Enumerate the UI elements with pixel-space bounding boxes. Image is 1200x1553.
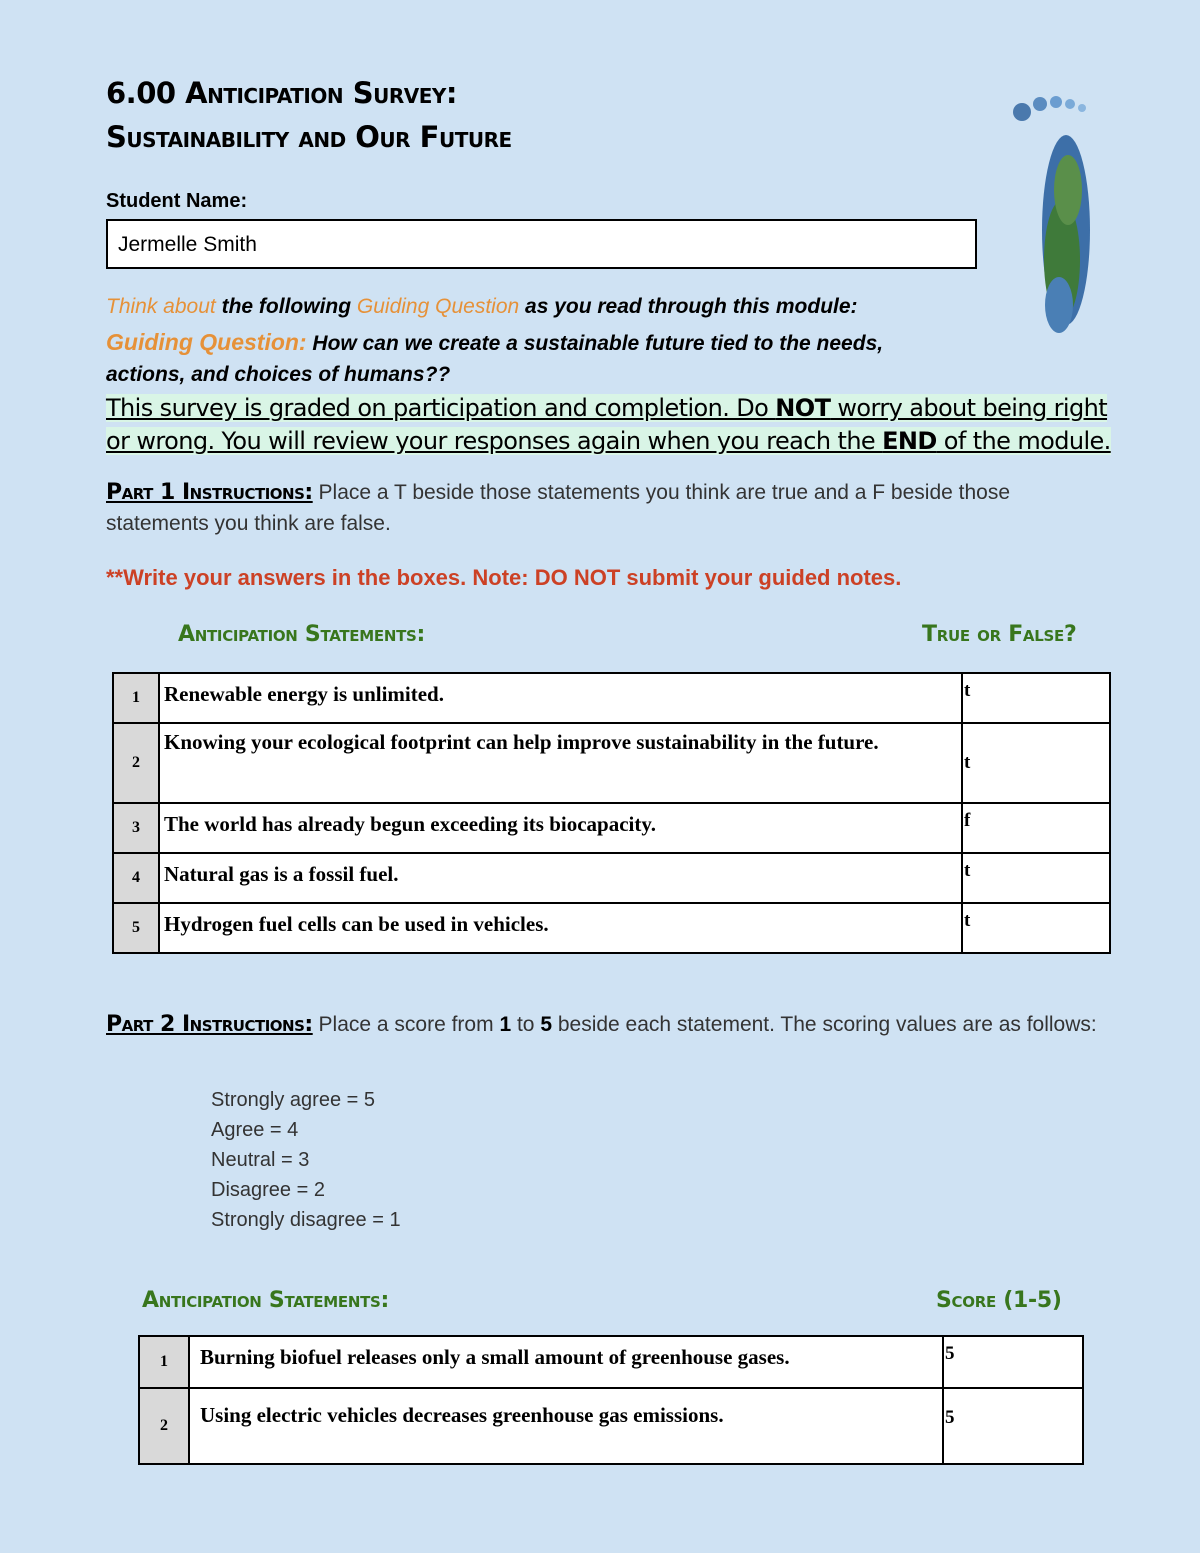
row-number: 2 <box>139 1388 189 1464</box>
page-title: 6.00 Anticipation Survey: <box>106 76 457 110</box>
row-number: 2 <box>113 723 159 803</box>
answer-cell[interactable]: t <box>962 723 1110 803</box>
answer-cell[interactable]: t <box>962 673 1110 723</box>
row-number: 1 <box>139 1336 189 1388</box>
table-row <box>113 803 1110 853</box>
table-row <box>139 1336 1083 1388</box>
part2-instructions: Part 2 Instructions: Place a score from 1 to 5 beside each statement. The scoring values are as follows: <box>106 1012 1097 1037</box>
row-number: 4 <box>113 853 159 903</box>
part1-instructions: Part 1 Instructions: Place a T beside those statements you think are true and a F beside those statements you think are false. <box>106 480 1011 535</box>
part2-score-header: Score (1-5) <box>936 1288 1062 1313</box>
earth-footprint-icon <box>1004 90 1094 340</box>
grading-notice-line1: This survey is graded on participation and completion. Do NOT worry about being right <box>106 394 1108 422</box>
row-number: 1 <box>113 673 159 723</box>
page-subtitle: Sustainability and Our Future <box>106 120 512 154</box>
student-name-label: Student Name: <box>106 190 248 212</box>
table-row <box>139 1388 1083 1464</box>
table-row <box>113 673 1110 723</box>
table-row <box>113 723 1110 803</box>
answer-cell[interactable]: t <box>962 853 1110 903</box>
scoring-scale <box>211 1085 401 1235</box>
student-name-field[interactable] <box>106 219 977 269</box>
guiding-question-cont: actions, and choices of humans?? <box>106 363 451 386</box>
scale-item: Strongly agree = 5 <box>211 1089 375 1111</box>
answer-note: **Write your answers in the boxes. Note: DO NOT submit your guided notes. <box>106 565 902 590</box>
grading-notice-line2: or wrong. You will review your responses again when you reach the END of the module. <box>106 427 1111 455</box>
part1-answer-header: True or False? <box>922 622 1077 647</box>
statement-text: The world has already begun exceeding its biocapacity. <box>159 803 962 853</box>
score-cell[interactable]: 5 <box>943 1388 1083 1464</box>
part1-table <box>112 672 1111 954</box>
statement-text: Renewable energy is unlimited. <box>159 673 962 723</box>
answer-cell[interactable]: t <box>962 903 1110 953</box>
student-name-value: Jermelle Smith <box>118 233 257 256</box>
row-number: 5 <box>113 903 159 953</box>
answer-cell[interactable]: f <box>962 803 1110 853</box>
part2-table <box>138 1335 1084 1465</box>
part1-statements-header: Anticipation Statements: <box>178 622 426 647</box>
statement-text: Burning biofuel releases only a small amount of greenhouse gases. <box>189 1336 943 1388</box>
scale-item: Strongly disagree = 1 <box>211 1209 401 1231</box>
scale-item: Agree = 4 <box>211 1119 299 1141</box>
statement-text: Natural gas is a fossil fuel. <box>159 853 962 903</box>
statement-text: Hydrogen fuel cells can be used in vehicles. <box>159 903 962 953</box>
table-row <box>113 903 1110 953</box>
scale-item: Neutral = 3 <box>211 1149 310 1171</box>
row-number: 3 <box>113 803 159 853</box>
table-row <box>113 853 1110 903</box>
statement-text: Using electric vehicles decreases greenhouse gas emissions. <box>189 1388 943 1464</box>
statement-text: Knowing your ecological footprint can help improve sustainability in the future. <box>159 723 962 803</box>
guiding-intro: Think about the following Guiding Question as you read through this module: <box>106 295 858 318</box>
score-cell[interactable]: 5 <box>943 1336 1083 1388</box>
scale-item: Disagree = 2 <box>211 1179 325 1201</box>
part2-statements-header: Anticipation Statements: <box>142 1288 390 1313</box>
guiding-question: Guiding Question: How can we create a sustainable future tied to the needs, <box>106 329 884 355</box>
